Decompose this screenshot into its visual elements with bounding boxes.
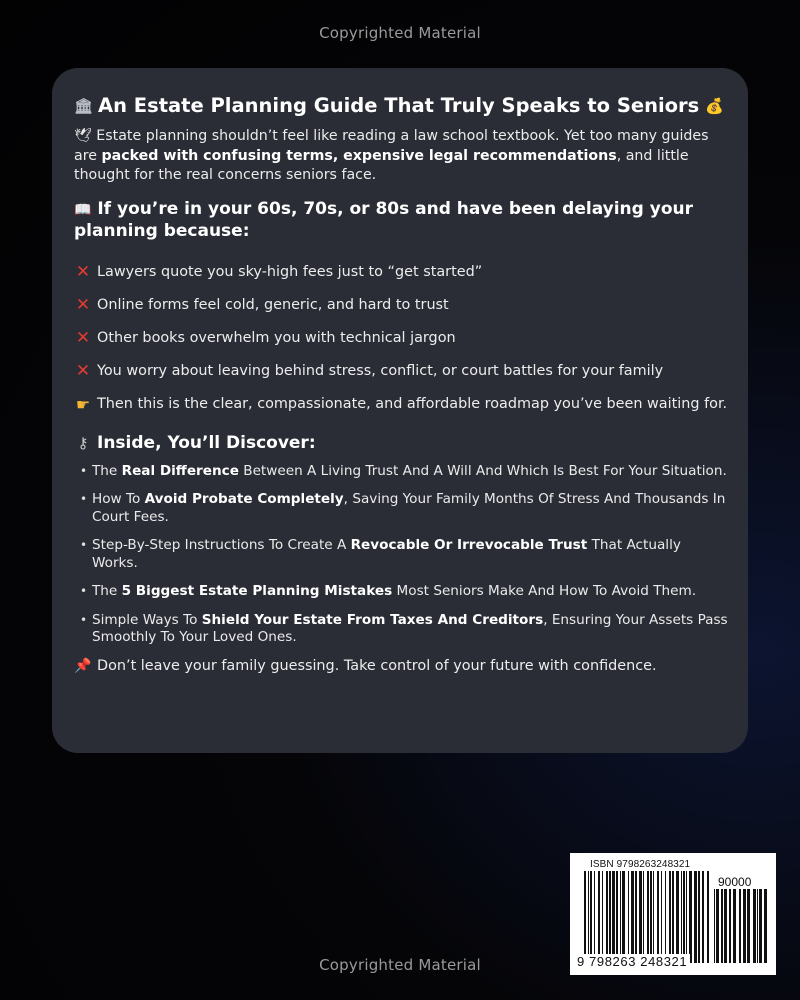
discover-list xyxy=(74,463,728,647)
barcode-bar xyxy=(602,871,603,963)
open-book-icon: 📖 xyxy=(74,201,92,218)
barcode-bar xyxy=(686,871,687,963)
barcode-bar xyxy=(672,871,674,963)
barcode-bar xyxy=(707,871,709,963)
barcode-bar xyxy=(676,871,679,963)
inside-heading xyxy=(74,433,728,453)
inside-heading-text: Inside, You’ll Discover: xyxy=(97,432,316,453)
intro-text-2: , and little thought for the real concerns seniors face. xyxy=(74,147,689,183)
barcode-bar xyxy=(657,871,659,963)
barcode-bar xyxy=(669,871,671,963)
intro-paragraph xyxy=(74,127,728,186)
barcode-bar xyxy=(650,871,652,963)
reason-text: You worry about leaving behind stress, conflict, or court battles for your family xyxy=(97,363,664,379)
addon-bar xyxy=(733,889,736,963)
description-card xyxy=(52,68,748,753)
closing-text: Don’t leave your family guessing. Take control of your future with confidence. xyxy=(97,657,657,674)
intro-text-1: Estate planning shouldn’t feel like reading a law school textbook. Yet too many guides are xyxy=(74,128,709,164)
addon-bar xyxy=(747,889,750,963)
barcode-bar xyxy=(584,871,586,963)
barcode-bar xyxy=(620,871,621,963)
bullet-bold: Avoid Probate Completely xyxy=(144,491,344,507)
list-item xyxy=(74,388,728,421)
bullet-text: The xyxy=(92,462,122,479)
red-cross-mark-icon: ✕ xyxy=(75,361,91,381)
pushpin-icon: 📌 xyxy=(74,657,92,674)
barcode-bar xyxy=(683,871,685,963)
addon-bar xyxy=(721,889,723,963)
list-item xyxy=(80,491,728,526)
bullet-text: , Saving Your Family Months Of Stress And Thousands In Court Fees. xyxy=(92,491,726,525)
list-item xyxy=(74,322,728,355)
addon-bar xyxy=(757,889,758,963)
barcode-bar xyxy=(681,871,682,963)
bullet-text: The xyxy=(92,583,122,599)
section-subhead xyxy=(74,199,728,242)
barcode-bar xyxy=(609,871,611,963)
barcode-bar xyxy=(631,871,634,963)
bullet-text: Most Seniors Make And How To Avoid Them. xyxy=(392,583,697,599)
barcode-bar xyxy=(616,871,618,963)
addon-bar xyxy=(716,889,719,963)
list-item xyxy=(80,537,728,572)
barcode-bar xyxy=(665,871,666,963)
reason-text: Other books overwhelm you with technical jargon xyxy=(97,330,456,346)
list-item xyxy=(80,463,728,481)
barcode-bar xyxy=(622,871,625,963)
addon-bar xyxy=(724,889,727,963)
bullet-text: How To xyxy=(92,491,145,507)
addon-bar xyxy=(743,889,746,963)
barcode-bar xyxy=(606,871,608,963)
barcode-bar xyxy=(653,871,654,963)
bullet-bold: Revocable Or Irrevocable Trust xyxy=(350,537,588,553)
key-icon: ⚷ xyxy=(77,433,89,452)
reasons-list xyxy=(74,256,728,421)
isbn-label: ISBN 9798263248321 xyxy=(590,859,691,870)
pointing-hand-icon: ☛ xyxy=(75,394,91,414)
subhead-text: If you’re in your 60s, 70s, or 80s and have been delaying your planning because: xyxy=(74,198,693,241)
barcode-bar xyxy=(635,871,637,963)
bullet-bold: 5 Biggest Estate Planning Mistakes xyxy=(121,583,393,599)
list-item xyxy=(80,612,728,647)
barcode-bar xyxy=(594,871,595,963)
barcode-bar xyxy=(588,871,589,963)
reason-text: Lawyers quote you sky-high fees just to “get started” xyxy=(97,264,483,280)
list-item xyxy=(80,583,728,601)
money-bag-icon: 💰 xyxy=(705,96,724,115)
bullet-text: Step-By-Step Instructions To Create A xyxy=(92,537,351,553)
red-cross-mark-icon: ✕ xyxy=(75,328,91,348)
bullet-text: That Actually Works. xyxy=(92,537,681,571)
barcode-bar xyxy=(598,871,600,963)
barcode-bar xyxy=(694,871,697,963)
bullet-text: , Ensuring Your Assets Pass Smoothly To Your Loved Ones. xyxy=(92,611,728,645)
addon-bar xyxy=(759,889,762,963)
watermark-top: Copyrighted Material xyxy=(319,24,481,42)
page-title: An Estate Planning Guide That Truly Speaks to Seniors xyxy=(98,94,700,117)
addon-bar xyxy=(764,889,767,963)
barcode-digits: 9 798263 248321 xyxy=(574,954,690,969)
bullet-text: Simple Ways To xyxy=(92,611,202,628)
price-addon-bars xyxy=(714,889,770,963)
barcode-bar xyxy=(628,871,629,963)
reason-text: Online forms feel cold, generic, and hard to trust xyxy=(97,297,449,313)
list-item xyxy=(74,355,728,388)
red-cross-mark-icon: ✕ xyxy=(75,262,91,282)
barcode-bar xyxy=(639,871,642,963)
barcode-bar xyxy=(643,871,644,963)
closing-line xyxy=(74,658,728,674)
barcode-bar xyxy=(689,871,692,963)
addon-bar xyxy=(729,889,731,963)
barcode-bars xyxy=(584,871,710,963)
addon-bar xyxy=(739,889,741,963)
bank-building-icon: 🏛 xyxy=(74,96,94,115)
addon-bar xyxy=(714,889,715,963)
barcode-bar xyxy=(612,871,615,963)
barcode-bar xyxy=(698,871,700,963)
bullet-bold: Real Difference xyxy=(121,462,239,479)
title-row xyxy=(74,94,728,117)
intro-bold: packed with confusing terms, expensive legal recommendations xyxy=(101,147,617,164)
list-item xyxy=(74,289,728,322)
list-item xyxy=(74,256,728,289)
dove-icon: 🕊 xyxy=(74,128,92,144)
watermark-bottom: Copyrighted Material xyxy=(319,956,481,974)
barcode-bar xyxy=(661,871,662,963)
barcode-bar xyxy=(647,871,649,963)
addon-bar xyxy=(753,889,756,963)
barcode-bar xyxy=(702,871,704,963)
barcode-bar xyxy=(590,871,592,963)
bullet-text: Between A Living Trust And A Will And Which Is Best For Your Situation. xyxy=(238,462,727,479)
roadmap-text: Then this is the clear, compassionate, and affordable roadmap you’ve been waiting for. xyxy=(97,396,728,412)
bullet-bold: Shield Your Estate From Taxes And Creditors xyxy=(201,611,544,628)
red-cross-mark-icon: ✕ xyxy=(75,295,91,315)
price-code: 90000 xyxy=(718,875,752,889)
